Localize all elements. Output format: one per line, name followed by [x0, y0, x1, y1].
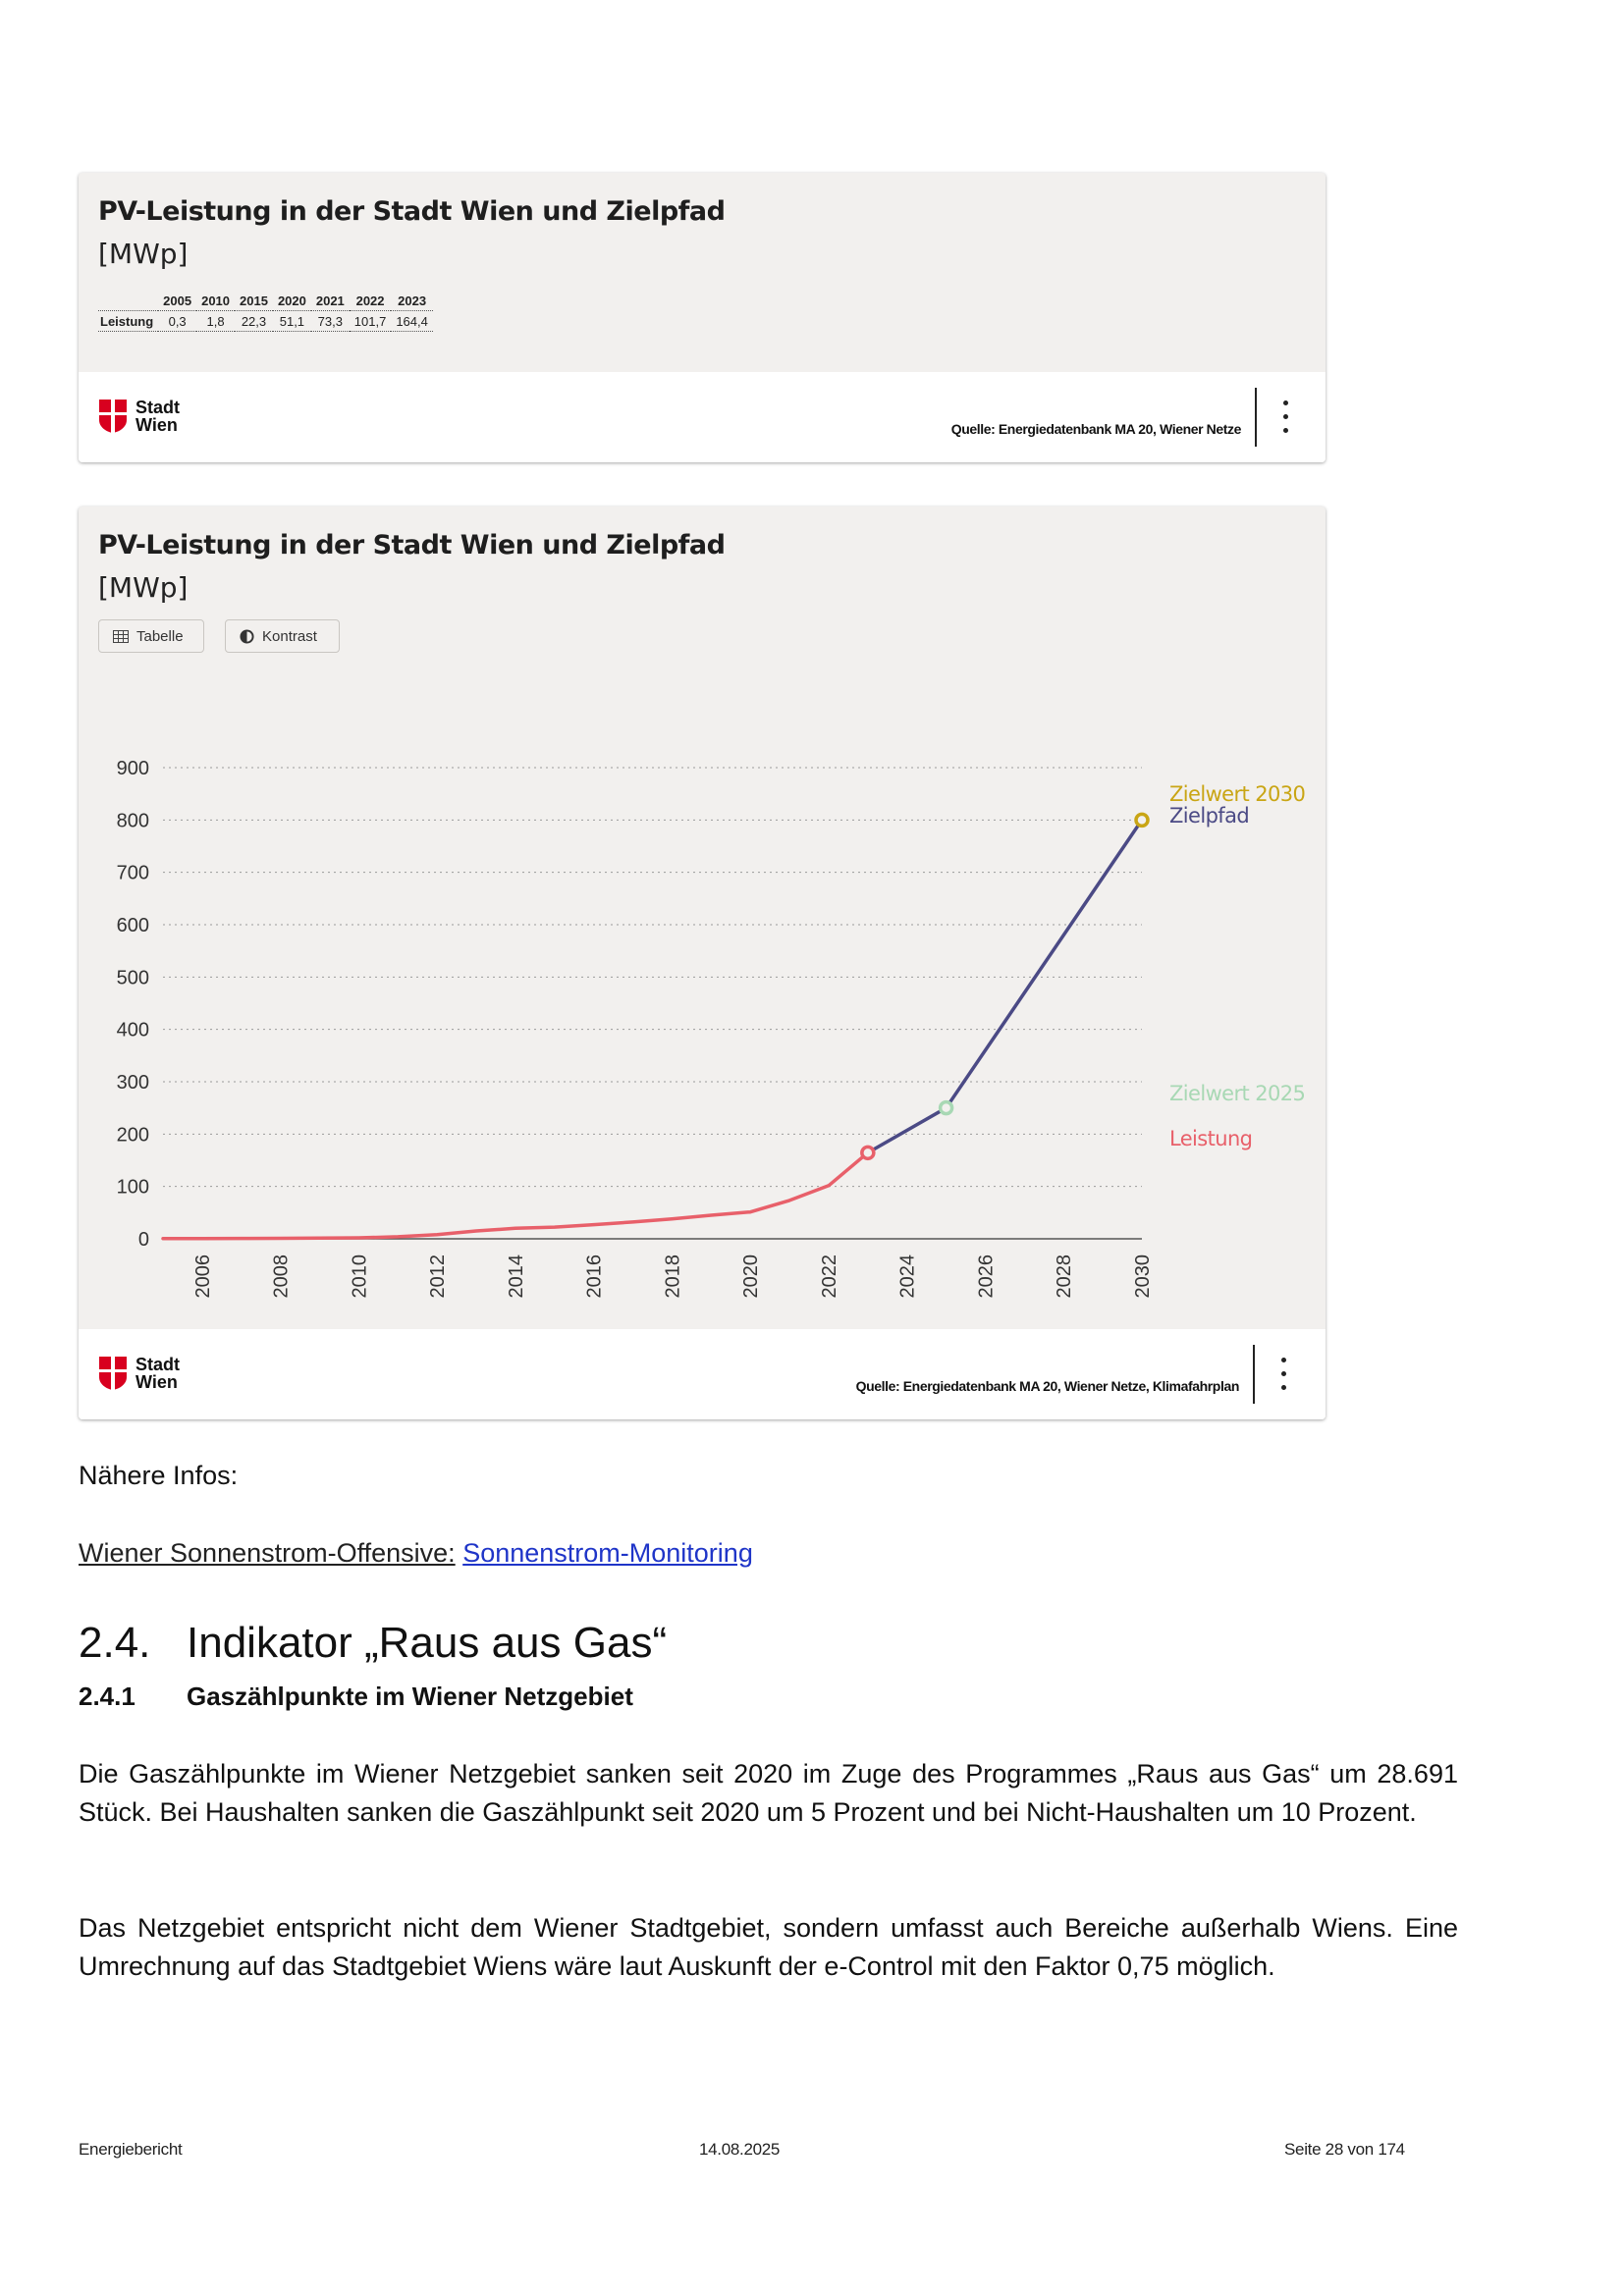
y-tick-label: 500 — [116, 967, 149, 989]
table-header-cell: 2010 — [196, 294, 235, 311]
x-tick-label: 2020 — [740, 1255, 763, 1299]
x-tick-label: 2030 — [1132, 1255, 1154, 1299]
subsection-title: Gaszählpunkte im Wiener Netzgebiet — [187, 1682, 633, 1711]
table-row — [98, 311, 433, 332]
source-note: Quelle: Energiedatenbank MA 20, Wiener Netze — [950, 421, 1241, 437]
table-row-label: Leistung — [98, 311, 158, 332]
y-tick-label: 800 — [116, 810, 149, 832]
table-header-cell: 2020 — [273, 294, 311, 311]
footer-document-name: Energiebericht — [79, 2140, 183, 2159]
card-footer — [79, 1329, 1326, 1419]
pv-data-table — [98, 294, 433, 332]
more-info-label: Nähere Infos: — [79, 1461, 239, 1490]
x-tick-label: 2018 — [662, 1255, 684, 1299]
logo-line-2: Wien — [135, 415, 178, 435]
data-point-marker — [862, 1147, 874, 1158]
logo-line-2: Wien — [135, 1372, 178, 1392]
pv-chart-card — [79, 507, 1326, 1419]
y-tick-label: 700 — [116, 862, 149, 884]
table-cell: 1,8 — [196, 311, 235, 332]
series-end-label: Zielpfad — [1169, 804, 1250, 828]
x-tick-label: 2012 — [427, 1255, 450, 1299]
contrast-button-label: Kontrast — [262, 627, 317, 645]
card-unit: [MWp] — [98, 571, 189, 604]
stadt-wien-logo — [98, 399, 180, 434]
table-header-cell: 2023 — [391, 294, 433, 311]
table-cell: 101,7 — [350, 311, 392, 332]
more-options-icon[interactable] — [1271, 398, 1300, 437]
y-tick-label: 300 — [116, 1072, 149, 1094]
card-footer — [79, 372, 1326, 462]
sonnenstrom-monitoring-link[interactable]: Sonnenstrom-Monitoring — [462, 1538, 753, 1568]
section-title: Indikator „Raus aus Gas“ — [187, 1619, 668, 1667]
table-header-row — [98, 294, 433, 311]
x-tick-label: 2008 — [270, 1255, 293, 1299]
source-note: Quelle: Energiedatenbank MA 20, Wiener Netze, Klimafahrplan — [855, 1378, 1239, 1394]
paragraph-gas-meters: Die Gaszählpunkte im Wiener Netzgebiet sanken seit 2020 im Zuge des Programmes „Raus aus Gas“ um 28.691 Stück. Bei Haushalten sanken die Gaszählpunkt seit 2020 um 5 Prozent und bei Nicht-Haushalten um 10 Prozent. — [79, 1759, 1458, 1827]
series-line-leistung — [163, 1152, 868, 1239]
logo-line-1: Stadt — [135, 398, 180, 417]
x-tick-label: 2016 — [583, 1255, 606, 1299]
table-cell: 22,3 — [235, 311, 273, 332]
x-tick-label: 2014 — [505, 1255, 527, 1299]
data-point-marker — [1136, 814, 1148, 826]
table-button-label: Tabelle — [136, 627, 184, 645]
table-corner-cell — [98, 294, 158, 311]
pv-line-chart — [79, 507, 1326, 1331]
pv-table-card — [79, 173, 1326, 462]
stadt-wien-logo — [98, 1356, 180, 1391]
footer-page-number: Seite 28 von 174 — [1284, 2140, 1405, 2159]
footer-divider — [1253, 1345, 1255, 1404]
y-tick-label: 400 — [116, 1019, 149, 1041]
table-header-cell: 2015 — [235, 294, 273, 311]
y-tick-label: 900 — [116, 758, 149, 779]
section-number: 2.4. — [79, 1619, 151, 1667]
x-tick-label: 2026 — [975, 1255, 998, 1299]
card-unit: [MWp] — [98, 238, 189, 270]
card-title: PV-Leistung in der Stadt Wien und Zielpfad — [98, 196, 726, 227]
link-prefix: Wiener Sonnenstrom-Offensive: — [79, 1538, 456, 1568]
table-cell: 0,3 — [158, 311, 196, 332]
more-options-icon[interactable] — [1269, 1355, 1298, 1394]
footer-divider — [1255, 388, 1257, 447]
y-tick-label: 600 — [116, 915, 149, 936]
x-tick-label: 2028 — [1054, 1255, 1076, 1299]
section-heading — [79, 1618, 667, 1669]
series-end-label: Leistung — [1169, 1127, 1253, 1150]
logo-line-1: Stadt — [135, 1355, 180, 1374]
table-header-cell: 2005 — [158, 294, 196, 311]
paragraph-grid-area: Das Netzgebiet entspricht nicht dem Wiener Stadtgebiet, sondern umfasst auch Bereiche außerhalb Wiens. Eine Umrechnung auf das Stadtgebiet Wiens wäre laut Auskunft der e-Control mit den Faktor 0,75 möglich. — [79, 1913, 1458, 1981]
x-tick-label: 2010 — [349, 1255, 371, 1299]
link-line — [79, 1538, 753, 1569]
table-cell: 73,3 — [311, 311, 350, 332]
series-end-label: Zielwert 2030 — [1169, 782, 1306, 806]
y-tick-label: 0 — [137, 1229, 149, 1251]
table-cell: 51,1 — [273, 311, 311, 332]
series-line-zielpfad — [868, 820, 1142, 1152]
series-end-label: Zielwert 2025 — [1169, 1082, 1306, 1105]
x-tick-label: 2024 — [896, 1255, 919, 1299]
x-tick-label: 2006 — [191, 1255, 214, 1299]
x-tick-label: 2022 — [818, 1255, 840, 1299]
subsection-number: 2.4.1 — [79, 1682, 135, 1711]
footer-date: 14.08.2025 — [699, 2140, 781, 2159]
data-point-marker — [941, 1102, 952, 1114]
wien-shield-icon — [98, 1356, 128, 1391]
table-header-cell: 2022 — [350, 294, 392, 311]
wien-shield-icon — [98, 399, 128, 434]
table-cell: 164,4 — [391, 311, 433, 332]
y-tick-label: 100 — [116, 1176, 149, 1199]
y-tick-label: 200 — [116, 1124, 149, 1147]
table-header-cell: 2021 — [311, 294, 350, 311]
subsection-heading — [79, 1682, 633, 1712]
card-title: PV-Leistung in der Stadt Wien und Zielpfad — [98, 530, 726, 561]
